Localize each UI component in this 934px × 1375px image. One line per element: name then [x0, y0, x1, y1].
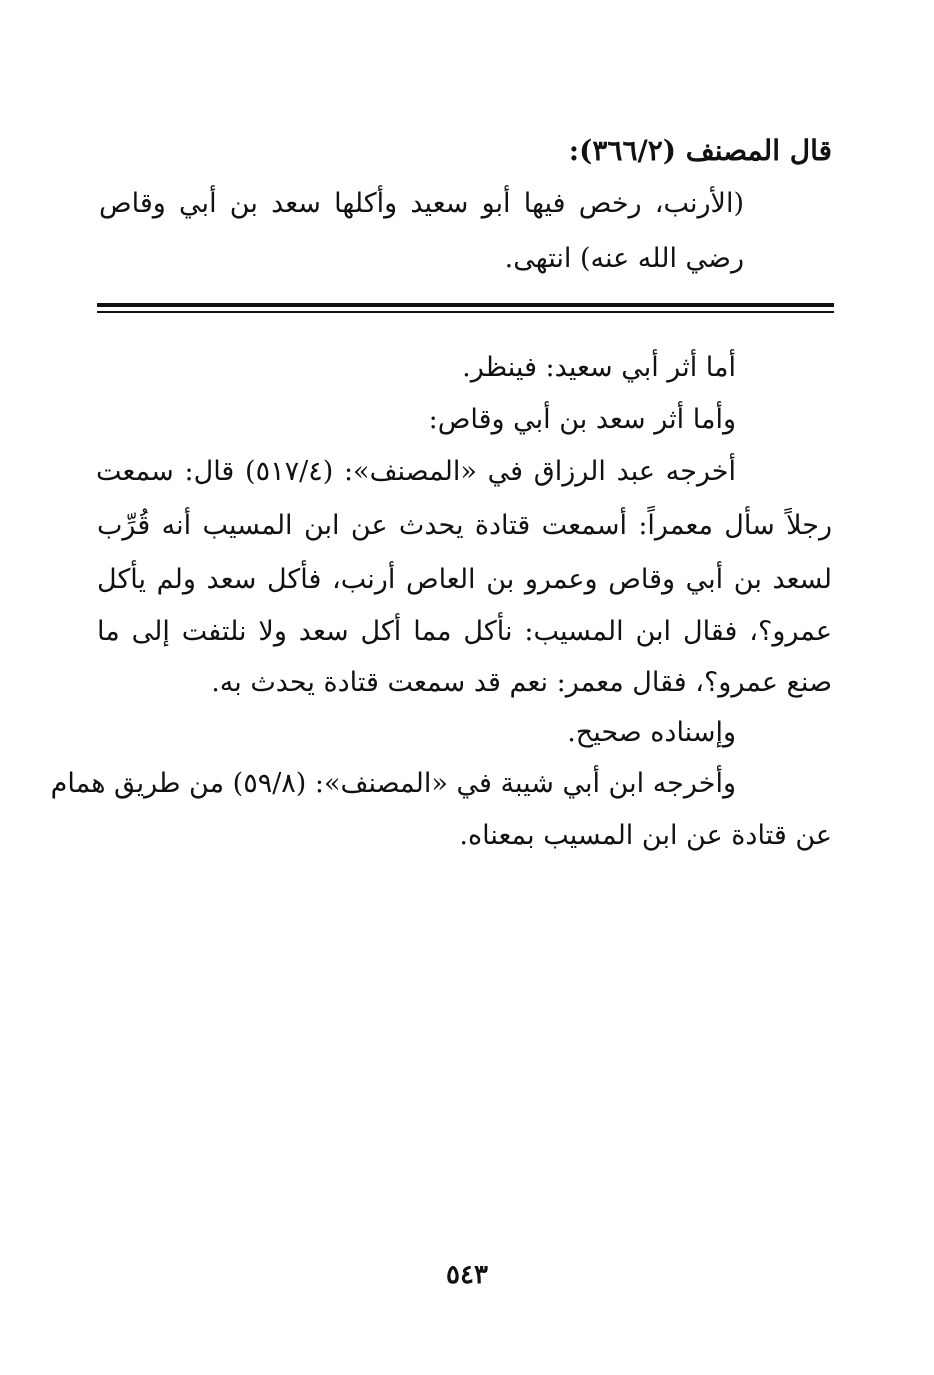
divider-thin: [97, 311, 834, 313]
body-line-7: صنع عمرو؟، فقال معمر: نعم قد سمعت قتادة يحدث به.: [211, 667, 832, 698]
body-line-1: أما أثر أبي سعيد: فينظر.: [462, 352, 736, 383]
body-line-6: عمرو؟، فقال ابن المسيب: نأكل مما أكل سعد ولا نلتفت إلى ما: [97, 616, 832, 647]
section-heading: قال المصنف (٣٦٦/٢):: [568, 134, 832, 167]
body-line-8: وإسناده صحيح.: [567, 717, 736, 748]
body-line-10: عن قتادة عن ابن المسيب بمعناه.: [459, 820, 832, 851]
body-line-5: لسعد بن أبي وقاص وعمرو بن العاص أرنب، فأكل سعد ولم يأكل: [97, 564, 832, 595]
body-line-9: وأخرجه ابن أبي شيبة في «المصنف»: (٥٩/٨) من طريق همام: [50, 768, 736, 799]
page-number: ٥٤٣: [446, 1260, 488, 1290]
quote-line-1: (الأرنب، رخص فيها أبو سعيد وأكلها سعد بن أبي وقاص: [99, 188, 744, 219]
quote-line-2: رضي الله عنه) انتهى.: [504, 243, 744, 274]
body-line-3: أخرجه عبد الرزاق في «المصنف»: (٥١٧/٤) قال: سمعت: [96, 456, 737, 487]
body-line-2: وأما أثر سعد بن أبي وقاص:: [428, 404, 736, 435]
body-line-4: رجلاً سأل معمراً: أسمعت قتادة يحدث عن ابن المسيب أنه قُرِّب: [97, 510, 832, 541]
divider-thick: [97, 303, 834, 307]
